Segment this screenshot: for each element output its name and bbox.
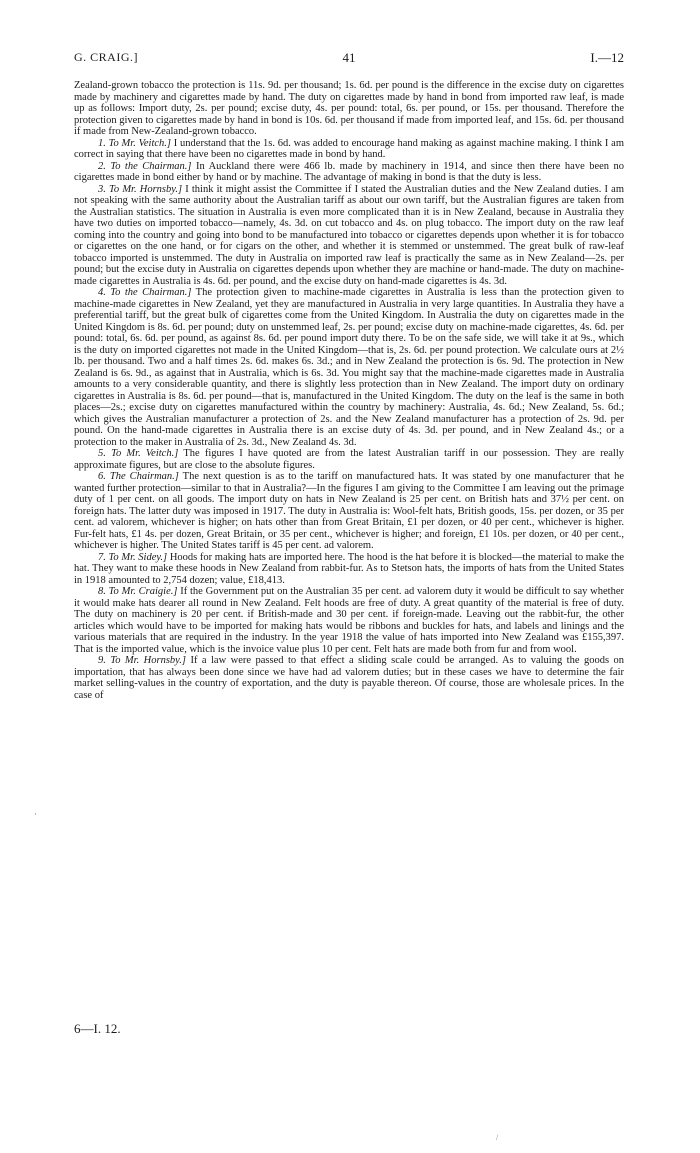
page-number: 41 xyxy=(342,50,356,65)
paragraph-text: If a law were passed to that effect a sliding scale could be arranged. As to valuing the goods on importation, that has always been done since we have had ad valorem duties; but in these cases we have to determine the fair market selling-values in the country of exportation, and the duty is payable thereon. Of course, those are wholesale prices. In the case of xyxy=(74,655,625,701)
question-speaker: 8. To Mr. Craigie.] xyxy=(98,586,178,597)
paragraph xyxy=(74,655,624,701)
paragraph xyxy=(74,586,624,655)
question-speaker: 2. To the Chairman.] xyxy=(98,160,192,172)
paragraph-text: If the Government put on the Australian 35 per cent. ad valorem duty it would be difficult to say whether it would make hats dearer all round in New Zealand. Felt hoods are free of duty. A great quantity of the material is free of duty. The duty on machinery is 20 per cent. if British-made and 30 per cent. if foreign-made. Leaving out the rabbit-fur, the other articles which would have to be imported for making hats would be ribbons and buckles for hats, and labels and linings and the various materials that are required in the industry. In the year 1918 the value of hats imported into New Zealand was £155,397. That is the imported value, which is the invoice value plus 10 per cent. Felt hats are made both from fur and from wool. xyxy=(74,586,624,655)
paragraph-text: The figures I have quoted are from the latest Australian tariff in our possession. They are really approximate figures, but are close to the absolute figures. xyxy=(74,448,624,471)
paragraph xyxy=(74,161,624,184)
page-header xyxy=(74,50,624,68)
paragraph-text: Zealand-grown tobacco the protection is 11s. 9d. per thousand; 1s. 6d. per pound is the difference in the excise duty on cigarettes made by machinery and cigarettes made by hand. The duty on cigarettes made by hand in bond from imported raw leaf, is made up as follows: Import duty, 2s. per pound; excise duty, 4s. per pound: total, 6s. per pound, or 15s. per thousand. Therefore the protection given to cigarettes made by hand in bond is 10s. 6d. per thousand if made from imported leaf, and 15s. 6d. per thousand if made from New-Zealand-grown tobacco. xyxy=(74,80,624,137)
paragraph-text: Hoods for making hats are imported here. The hood is the hat before it is blocked—the material to make the hat. They want to make these hoods in New Zealand from rabbit-fur. As to Stetson hats, the imports of hats from the United States in 1918 amounted to 2,754 dozen; value, £18,413. xyxy=(74,551,624,586)
paragraph xyxy=(74,448,624,471)
paragraph xyxy=(74,552,624,587)
paragraph-text: The protection given to machine-made cigarettes in Australia is less than the protection given to machine-made cigarettes in New Zealand, yet they are manufactured in Australia in very large quantities. In Australia they have a preferential tariff, but the great bulk of cigarettes come from the United Kingdom. In Australia the duty on cigarettes made in the United Kingdom is 8s. 6d. per pound; duty on unstemmed leaf, 2s. per pound; excise duty on machine-made cigarettes, 4s. 6d. per pound: total, 6s. 6d. per pound, as against 8s. 6d. per pound import duty there. To be on the safe side, we will take it at 9s., which is the duty on imported cigarettes not made in the United Kingdom—that is, 2s. 6d. per pound protection. We calculate ours at 2½ lb. per thousand. Two and a half times 2s. 6d. makes 6s. 3d.; and in New Zealand the protection is 6s. 9d. The protection in New Zealand is 6s. 9d., as against that in Australia, which is 6s. 3d. You might say that the machine-made cigarettes made in Australia amounts to a very considerable quantity, and there is slightly less protection than in New Zealand. The import duty on ordinary cigarettes in Australia is 8s. 6d. per pound—that is, manufactured in the United Kingdom. The duty on the leaf is the same in both places—2s.; excise duty on cigarettes manufactured within the country by machinery: Australia, 4s. 6d.; New Zealand, 5s. 6d.; which gives the Australian manufacturer a protection of 2s. and the New Zealand manufacturer has a protection of 2s. 9d. per pound. On the hand-made cigarettes in Australia there is an excise duty of 4s. 3d. per pound, and in New Zealand 4s.; or a protection to the maker in Australia of 2s. 3d., New Zealand 4s. 3d. xyxy=(74,287,624,448)
paragraph-text: I understand that the 1s. 6d. was added to encourage hand making as against machine making. I think I am correct in saying that there have been no cigarettes made in bond by hand. xyxy=(74,137,624,160)
header-witness-name: G. CRAIG.] xyxy=(74,50,138,64)
question-speaker: 9. To Mr. Hornsby.] xyxy=(98,655,186,666)
margin-mark: · xyxy=(34,809,37,819)
question-speaker: 1. To Mr. Veitch.] xyxy=(98,137,171,149)
paragraph-text: I think it might assist the Committee if I stated the Australian duties and the New Zealand duties. I am not speaking with the same authority about the Australian tariff as about our own tariff, but the Australian figures are taken from the Australian statistics. The situation in Australia is even more complicated than it is in New Zealand, because in Australia they have two duties on imported tobacco—namely, 4s. 3d. on cut tobacco and 4s. on plug tobacco. The import duty on the raw leaf coming into the country and going into bond to be manufactured into tobacco or cigarettes depends upon whether it is for tobacco or cigarettes on the one hand, or for cigars on the other, and whether it is stemmed or unstemmed. The great bulk of raw-leaf tobacco imported is unstemmed. The duty in Australia on imported raw leaf is practically the same as in New Zealand—2s. per pound; but the excise duty in Australia on cigarettes depends upon whether they are machine or hand-made. The duty on machine-made cigarettes in Australia is 4s. 6d. per pound, and the excise duty on hand-made cigarettes is 4s. 3d. xyxy=(74,183,625,287)
document-body xyxy=(74,80,624,701)
corner-mark: / xyxy=(496,1133,499,1142)
question-speaker: 5. To Mr. Veitch.] xyxy=(98,448,179,459)
paragraph xyxy=(74,471,624,552)
paragraph-text: In Auckland there were 466 lb. made by machinery in 1914, and since then there have been no cigarettes made in bond either by hand or by machine. The advantage of making in bond is that the duty is less. xyxy=(74,160,624,183)
paragraph xyxy=(74,80,624,138)
question-speaker: 6. The Chairman.] xyxy=(98,471,179,482)
paragraph xyxy=(74,184,624,288)
paragraph xyxy=(74,138,624,161)
paragraph-text: The next question is as to the tariff on manufactured hats. It was stated by one manufacturer that he wanted further protection—similar to that in Australia?—In the figures I am giving to the Committee I am leaving out the primage duty of 1 per cent. on all goods. The import duty on hats in New Zealand is 25 per cent. on British hats and 37½ per cent. on foreign hats. The latter duty was imposed in 1917. The duty in Australia is: Wool-felt hats, British goods, 15s. per dozen, or 35 per cent. ad valorem, whichever is higher; on hats other than from Great Britain, £1 per dozen, or 40 per cent., whichever is higher. Fur-felt hats, £1 4s. per dozen, Great Britain, or 35 per cent., whichever is higher; and foreign, £1 10s. per dozen, or 40 per cent., whichever is higher. The United States tariff is 45 per cent. ad valorem. xyxy=(74,471,624,551)
question-speaker: 7. To Mr. Sidey.] xyxy=(98,551,168,563)
question-speaker: 3. To Mr. Hornsby.] xyxy=(98,183,183,195)
paragraph xyxy=(74,287,624,448)
signature-mark: 6—I. 12. xyxy=(74,1021,121,1036)
question-speaker: 4. To the Chairman.] xyxy=(98,287,192,298)
document-reference: I.—12 xyxy=(590,50,624,65)
